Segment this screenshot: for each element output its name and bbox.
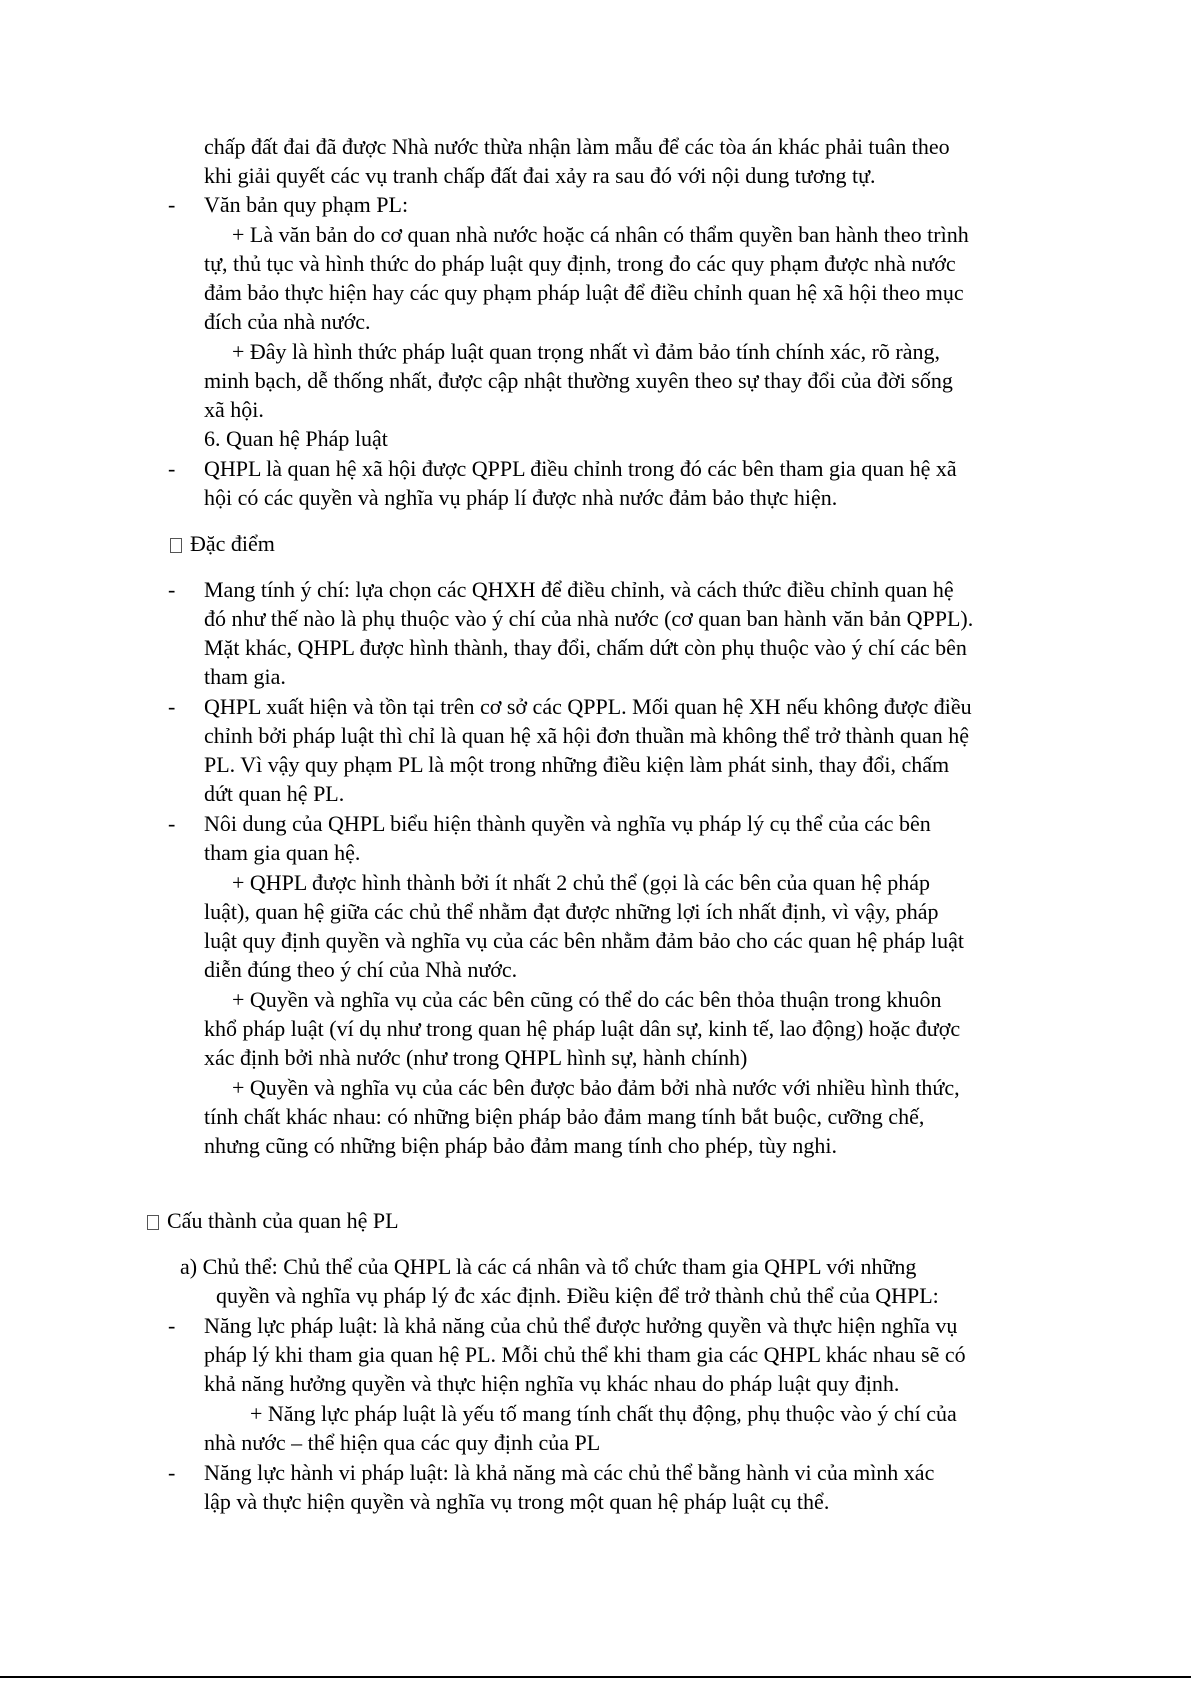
text-line: khả năng hưởng quyền và thực hiện nghĩa vụ khác nhau do pháp luật quy định.: [204, 1371, 900, 1396]
subheading-dac-diem: [170, 529, 275, 559]
text-line: khi giải quyết các vụ tranh chấp đất đai xảy ra sau đó với nội dung tương tự.: [204, 163, 876, 188]
bullet-dash: -: [168, 192, 176, 217]
text-line: tính chất khác nhau: có những biện pháp bảo đảm mang tính bắt buộc, cưỡng chế,: [204, 1104, 925, 1129]
bullet-dash: -: [168, 456, 176, 481]
page-bottom-rule: [0, 1676, 1191, 1678]
text-line: đảm bảo thực hiện hay các quy phạm pháp luật để điều chỉnh quan hệ xã hội theo mục: [204, 280, 964, 305]
text-line: đó như thế nào là phụ thuộc vào ý chí của nhà nước (cơ quan ban hành văn bản QPPL).: [204, 606, 974, 631]
bullet-dash: -: [168, 1460, 176, 1485]
text-line: chỉnh bởi pháp luật thì chỉ là quan hệ xã hội đơn thuần mà không thể trở thành quan hệ: [204, 723, 970, 748]
text-line: xác định bởi nhà nước (như trong QHPL hình sự, hành chính): [204, 1045, 748, 1070]
subheading-cau-thanh: [147, 1206, 399, 1236]
text-line: dứt quan hệ PL.: [204, 781, 345, 806]
text-line: Nôi dung của QHPL biểu hiện thành quyền và nghĩa vụ pháp lý cụ thể của các bên: [204, 811, 931, 836]
text-line: PL. Vì vậy quy phạm PL là một trong những điều kiện làm phát sinh, thay đổi, chấm: [204, 752, 950, 777]
text-line: quyền và nghĩa vụ pháp lý đc xác định. Điều kiện để trở thành chủ thể của QHPL:: [216, 1283, 939, 1308]
text-line: + QHPL được hình thành bởi ít nhất 2 chủ thể (gọi là các bên của quan hệ pháp: [232, 870, 931, 895]
text-line: tham gia quan hệ.: [204, 840, 361, 865]
text-line: Mang tính ý chí: lựa chọn các QHXH để điều chỉnh, và cách thức điều chỉnh quan hệ: [204, 577, 954, 602]
text-line: + Quyền và nghĩa vụ của các bên cũng có thể do các bên thỏa thuận trong khuôn: [232, 987, 942, 1012]
bullet-dash: -: [168, 1313, 176, 1338]
subheading-label: Đặc điểm: [190, 531, 275, 556]
section-heading: 6. Quan hệ Pháp luật: [204, 426, 388, 451]
text-line: Năng lực hành vi pháp luật: là khả năng mà các chủ thể bằng hành vi của mình xác: [204, 1460, 935, 1485]
text-line: xã hội.: [204, 397, 264, 422]
text-line: + Năng lực pháp luật là yếu tố mang tính chất thụ động, phụ thuộc vào ý chí của: [250, 1401, 957, 1426]
text-line: luật quy định quyền và nghĩa vụ của các bên nhằm đảm bảo cho các quan hệ pháp luật: [204, 928, 964, 953]
text-line: + Là văn bản do cơ quan nhà nước hoặc cá nhân có thẩm quyền ban hành theo trình: [232, 222, 969, 247]
text-line: QHPL là quan hệ xã hội được QPPL điều chỉnh trong đó các bên tham gia quan hệ xã: [204, 456, 957, 481]
bullet-dash: -: [168, 694, 176, 719]
text-line: chấp đất đai đã được Nhà nước thừa nhận làm mẫu để các tòa án khác phải tuân theo: [204, 134, 950, 159]
text-line: tham gia.: [204, 664, 286, 689]
text-line: đích của nhà nước.: [204, 309, 371, 334]
text-line: nhà nước – thể hiện qua các quy định của PL: [204, 1430, 601, 1455]
text-line: Năng lực pháp luật: là khả năng của chủ thể được hưởng quyền và thực hiện nghĩa vụ: [204, 1313, 958, 1338]
text-line: minh bạch, dễ thống nhất, được cập nhật thường xuyên theo sự thay đổi của đời sống: [204, 368, 953, 393]
text-line: a) Chủ thể: Chủ thể của QHPL là các cá nhân và tổ chức tham gia QHPL với những: [180, 1254, 917, 1279]
checkbox-glyph-icon: [170, 538, 182, 553]
text-line: Mặt khác, QHPL được hình thành, thay đổi, chấm dứt còn phụ thuộc vào ý chí các bên: [204, 635, 967, 660]
text-line: pháp lý khi tham gia quan hệ PL. Mỗi chủ thể khi tham gia các QHPL khác nhau sẽ có: [204, 1342, 966, 1367]
text-line: luật), quan hệ giữa các chủ thể nhằm đạt được những lợi ích nhất định, vì vậy, pháp: [204, 899, 939, 924]
text-line: lập và thực hiện quyền và nghĩa vụ trong một quan hệ pháp luật cụ thể.: [204, 1489, 830, 1514]
bullet-dash: -: [168, 811, 176, 836]
text-line: nhưng cũng có những biện pháp bảo đảm mang tính cho phép, tùy nghi.: [204, 1133, 838, 1158]
text-line: khổ pháp luật (ví dụ như trong quan hệ pháp luật dân sự, kinh tế, lao động) hoặc được: [204, 1016, 961, 1041]
text-line: + Quyền và nghĩa vụ của các bên được bảo đảm bởi nhà nước với nhiều hình thức,: [232, 1075, 960, 1100]
text-line: + Đây là hình thức pháp luật quan trọng nhất vì đảm bảo tính chính xác, rõ ràng,: [232, 339, 940, 364]
text-line: hội có các quyền và nghĩa vụ pháp lí được nhà nước đảm bảo thực hiện.: [204, 485, 838, 510]
text-line: Văn bản quy phạm PL:: [204, 192, 409, 217]
text-line: tự, thủ tục và hình thức do pháp luật quy định, trong đo các quy phạm được nhà nước: [204, 251, 956, 276]
text-line: QHPL xuất hiện và tồn tại trên cơ sở các QPPL. Mối quan hệ XH nếu không được điều: [204, 694, 972, 719]
subheading-label: Cấu thành của quan hệ PL: [167, 1208, 399, 1233]
text-line: diễn đúng theo ý chí của Nhà nước.: [204, 957, 518, 982]
checkbox-glyph-icon: [147, 1215, 159, 1230]
bullet-dash: -: [168, 577, 176, 602]
